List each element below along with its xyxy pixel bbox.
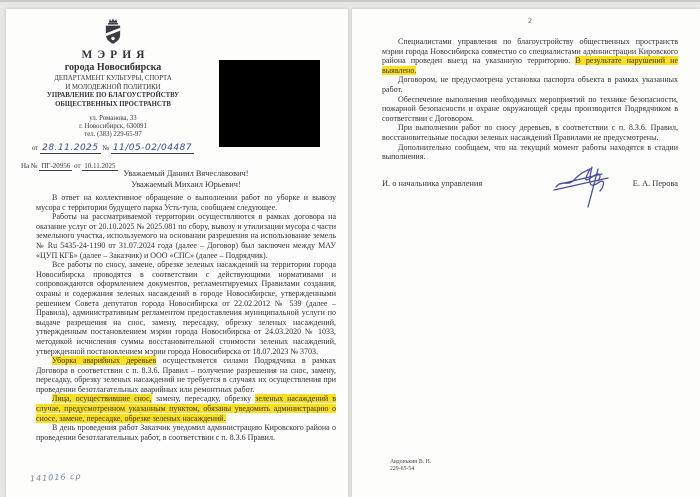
letter-page-1 (6, 9, 348, 497)
highlighted-text: Лица, осуществившие снос, (52, 394, 152, 404)
handwritten-date: 28.11.2025 (42, 143, 99, 154)
paragraph-text: Все работы по сносу, замене, обрезке зеленых насаждений на территории города Новосибирска проводятся в соответствии с действующими нормативами и сопровождаются оформлением документов, регламентируемых Правилами создания, охраны и содержания зеленых насаждений в городе Новосибирске, утвержденными решением Совета депутатов города Новосибирска от 22.02.2012 № 539 (далее – Правила), административным регламентом предоставления муниципальной услуги по выдаче разрешения на снос, замену, пересадку, обрезку зеленых насаждений, утвержденным постановлением мэрии города Новосибирска от 24.03.2020 № 1033, методикой исчисления суммы восстановительной стоимости зеленых насаждений, утвержденной постановлением мэрии города Новосибирска от 18.07.2023 № 3703. (36, 260, 336, 356)
paragraph-text: Договором, не предусмотрена установка паспорта объекта в рамках указанных работ. (382, 75, 678, 94)
highlighted-text: Уборка аварийных деревьев (52, 356, 157, 366)
redacted-area (219, 60, 320, 147)
department-line-1: ДЕПАРТАМЕНТ КУЛЬТУРЫ, СПОРТА (54, 75, 172, 82)
novosibirsk-coat-of-arms-icon (100, 17, 126, 47)
paragraph-text: замену, пересадку, обрезку (151, 394, 256, 404)
body-paragraph (382, 37, 678, 75)
signer-position: И. о начальника управления (382, 179, 483, 188)
highlighted-text: В результате нарушений не выявлено. (382, 56, 678, 75)
executor-name: Авдонькин В. Н. (390, 459, 432, 465)
address-city: г. Новосибирск, 630091 (79, 123, 147, 131)
letter-body-page-2 (382, 37, 678, 162)
ref-date: 10.11.2025 (84, 162, 116, 171)
date-number-line (13, 143, 213, 153)
signer-name: Е. А. Перова (632, 179, 678, 188)
handwritten-number: 11/05-02/04487 (112, 143, 193, 154)
body-paragraph (36, 193, 336, 212)
ref-number: ПГ-20956 (41, 162, 71, 171)
highlighted-text: зеленых насаждений в случае, предусмотренном указанным пунктом, обязаны уведомить администрацию о сносе, замене, пересадке, обрезке зеленых насаждений. (36, 394, 336, 423)
body-paragraph (36, 260, 336, 356)
ref-prefix: На № (21, 162, 38, 171)
salutation-1: Уважаемый Даниил Вячеславович! (123, 169, 249, 178)
address-street: ул. Романова, 33 (89, 114, 137, 122)
letterhead (13, 17, 213, 170)
paragraph-text: Обеспечение выполнения необходимых мероприятий по технике безопасности, пожарной безопасности и охране окружающей среды производится Подрядчиком в соответствии с Договором. (382, 94, 678, 123)
body-paragraph (36, 394, 336, 423)
paragraph-text: Работы на рассматриваемой территории осуществляются в рамках договора на оказание услуг от 20.10.2025 № 2025.081 по сбору, вывозу и утилизации мусора с части земельного участка, используемого на основании разрешения на использование земель № Ru 5435-24-1190 от 31.07.2024 года (далее – Договор) был заключен между МАУ «ЦУП КГБ» (далее – Заказчик) и ООО «СПС» (далее – Подрядчик). (36, 212, 336, 260)
date-prefix: от (31, 144, 39, 153)
executor-footer (390, 459, 431, 473)
letter-body-page-1 (36, 193, 336, 442)
number-prefix: № (102, 144, 110, 153)
org-name: МЭРИЯ (81, 49, 150, 61)
salutations (36, 169, 336, 190)
division-line-1: УПРАВЛЕНИЕ ПО БЛАГОУСТРОЙСТВУ (46, 92, 180, 100)
paragraph-text: Дополнительно сообщаем, что на текущий момент работы находятся в стадии выполнения. (382, 142, 678, 162)
letter-page-2 (352, 9, 700, 497)
ref-mid: от (74, 162, 81, 171)
phone-line: тел. (383) 229-65-97 (84, 131, 142, 139)
paragraph-text: Специалистами управления по благоустройству общественных пространств мэрии города Новосибирска совместно со специалистами администрации Кировского района проведен выезд на указанную территорию. (382, 37, 678, 66)
paragraph-text: осуществляется силами Подрядчика в рамках Договора в соответствии с п. 8.3.6. Правил – получение разрешения на снос, замену, пересадку, обрезку зеленых насаждений не требуется в случаях их осуществления при проведении безотлагательных аварийных или ремонтных работ. (36, 356, 336, 394)
division-line-2: ОБЩЕСТВЕННЫХ ПРОСТРАНСТВ (55, 100, 171, 108)
executor-phone: 229-65-54 (390, 466, 415, 472)
body-paragraph (382, 143, 678, 162)
paragraph-text: В день проведения работ Заказчик уведомил администрацию Кировского района о проведении безотлагательных работ, в соответствии с п. 8.3.6 Правил. (36, 423, 336, 442)
paragraph-text: При выполнении работ по сносу деревьев, в соответствии с п. 8.3.6. Правил, восстановительные посадки зеленых насаждений Правилами не предусмотрены. (382, 123, 678, 142)
body-paragraph (382, 95, 678, 124)
handwritten-note: 141016 ср (29, 471, 82, 484)
salutation-2: Уважаемый Михаил Юрьевич! (131, 179, 241, 189)
body-paragraph (36, 423, 336, 442)
paragraph-text: В ответ на коллективное обращение о выполнении работ по уборке и вывозу мусора с территории будущего парка Усть-тула, сообщаем следующее. (36, 193, 336, 212)
org-city: города Новосибирска (64, 62, 162, 73)
body-paragraph (382, 75, 678, 94)
body-paragraph (36, 212, 336, 260)
signature-row (382, 179, 678, 188)
signature-icon (552, 157, 622, 209)
body-paragraph (382, 123, 678, 142)
page-number: 2 (528, 16, 532, 25)
body-paragraph (36, 356, 336, 394)
address-block (13, 115, 213, 140)
department-line-2: И МОЛОДЕЖНОЙ ПОЛИТИКИ (65, 84, 161, 92)
